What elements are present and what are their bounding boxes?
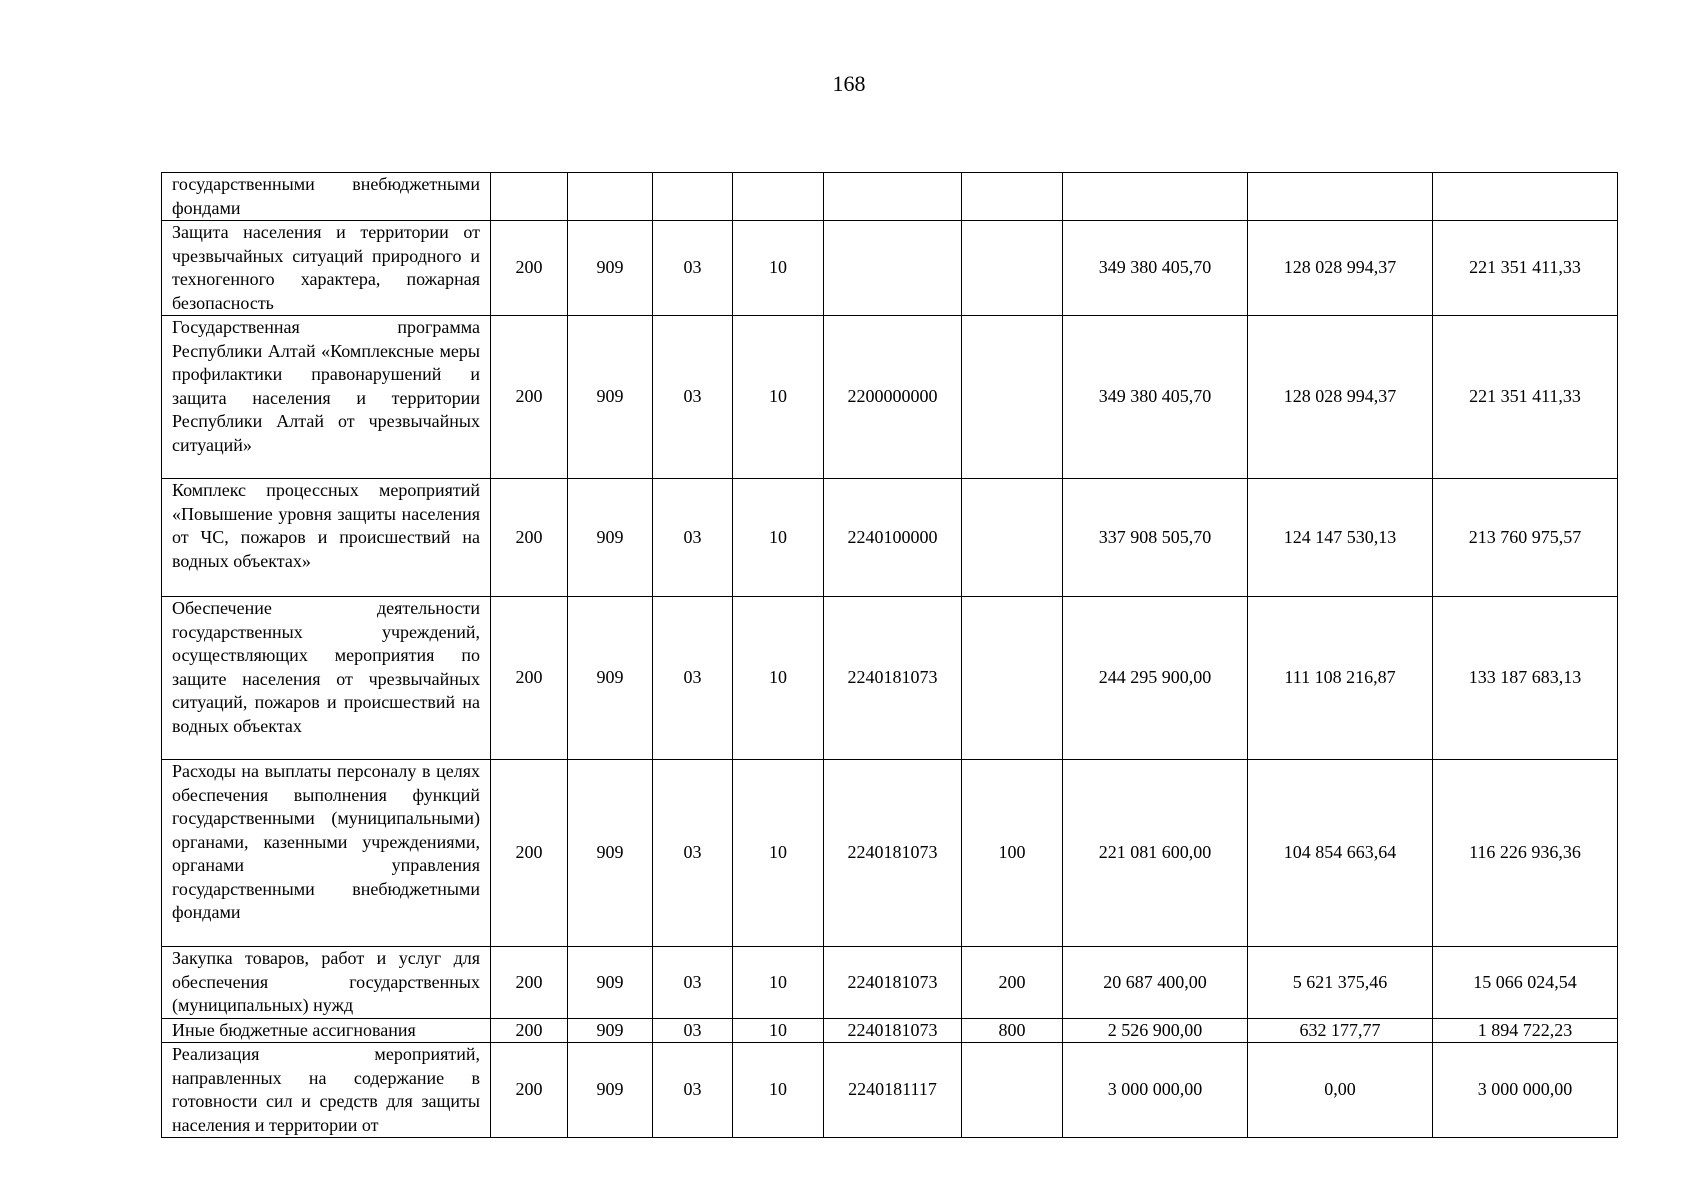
amount-remaining: 3 000 000,00 [1433, 1043, 1618, 1138]
table-row [162, 479, 1618, 597]
chapter-code: 03 [653, 316, 733, 479]
section-code [491, 173, 568, 221]
ministry-code: 909 [568, 597, 653, 760]
amount-executed: 632 177,77 [1248, 1018, 1433, 1043]
target-code [824, 221, 962, 316]
table-row [162, 316, 1618, 479]
table-row [162, 947, 1618, 1019]
amount-remaining: 116 226 936,36 [1433, 760, 1618, 947]
amount-remaining: 1 894 722,23 [1433, 1018, 1618, 1043]
amount-planned: 2 526 900,00 [1063, 1018, 1248, 1043]
amount-executed: 5 621 375,46 [1248, 947, 1433, 1019]
target-code: 2240181073 [824, 947, 962, 1019]
amount-remaining: 221 351 411,33 [1433, 221, 1618, 316]
subchapter-code [733, 173, 824, 221]
section-code: 200 [491, 760, 568, 947]
target-code: 2240100000 [824, 479, 962, 597]
table-row [162, 760, 1618, 947]
amount-planned: 349 380 405,70 [1063, 221, 1248, 316]
target-code: 2240181073 [824, 597, 962, 760]
target-code: 2240181117 [824, 1043, 962, 1138]
amount-planned: 337 908 505,70 [1063, 479, 1248, 597]
page-number: 168 [832, 71, 866, 96]
row-name: государственными внебюджетными фондами [162, 173, 491, 221]
amount-executed: 0,00 [1248, 1043, 1433, 1138]
amount-planned [1063, 173, 1248, 221]
amount-planned: 3 000 000,00 [1063, 1043, 1248, 1138]
section-code: 200 [491, 479, 568, 597]
subchapter-code: 10 [733, 479, 824, 597]
amount-planned: 349 380 405,70 [1063, 316, 1248, 479]
chapter-code [653, 173, 733, 221]
row-name: Комплекс процессных мероприятий «Повышение уровня защиты населения от ЧС, пожаров и происшествий на водных объектах» [162, 479, 491, 597]
section-code: 200 [491, 947, 568, 1019]
ministry-code: 909 [568, 479, 653, 597]
row-name: Расходы на выплаты персоналу в целях обеспечения выполнения функций государственными (муниципальными) органами, казенными учреждениями, органами управления государственными внебюджетными фондами [162, 760, 491, 947]
expense-type-code [962, 173, 1063, 221]
ministry-code: 909 [568, 1043, 653, 1138]
table-row [162, 173, 1618, 221]
amount-remaining: 213 760 975,57 [1433, 479, 1618, 597]
ministry-code [568, 173, 653, 221]
expense-type-code: 200 [962, 947, 1063, 1019]
chapter-code: 03 [653, 221, 733, 316]
chapter-code: 03 [653, 1043, 733, 1138]
subchapter-code: 10 [733, 947, 824, 1019]
budget-table [161, 172, 1618, 1138]
amount-planned: 244 295 900,00 [1063, 597, 1248, 760]
row-name: Закупка товаров, работ и услуг для обеспечения государственных (муниципальных) нужд [162, 947, 491, 1019]
subchapter-code: 10 [733, 1043, 824, 1138]
row-name: Защита населения и территории от чрезвычайных ситуаций природного и техногенного характера, пожарная безопасность [162, 221, 491, 316]
row-name: Иные бюджетные ассигнования [162, 1018, 491, 1043]
ministry-code: 909 [568, 221, 653, 316]
target-code: 2240181073 [824, 760, 962, 947]
expense-type-code [962, 479, 1063, 597]
amount-planned: 221 081 600,00 [1063, 760, 1248, 947]
amount-remaining: 15 066 024,54 [1433, 947, 1618, 1019]
section-code: 200 [491, 221, 568, 316]
expense-type-code [962, 221, 1063, 316]
row-name: Реализация мероприятий, направленных на содержание в готовности сил и средств для защиты населения и территории от [162, 1043, 491, 1138]
target-code: 2240181073 [824, 1018, 962, 1043]
amount-executed: 124 147 530,13 [1248, 479, 1433, 597]
table-body [162, 173, 1618, 1138]
target-code [824, 173, 962, 221]
ministry-code: 909 [568, 1018, 653, 1043]
section-code: 200 [491, 1043, 568, 1138]
row-name: Обеспечение деятельности государственных учреждений, осуществляющих мероприятия по защите населения от чрезвычайных ситуаций, пожаров и происшествий на водных объектах [162, 597, 491, 760]
amount-remaining: 221 351 411,33 [1433, 316, 1618, 479]
section-code: 200 [491, 1018, 568, 1043]
amount-remaining [1433, 173, 1618, 221]
amount-planned: 20 687 400,00 [1063, 947, 1248, 1019]
expense-type-code [962, 597, 1063, 760]
expense-type-code [962, 316, 1063, 479]
subchapter-code: 10 [733, 221, 824, 316]
section-code: 200 [491, 597, 568, 760]
ministry-code: 909 [568, 316, 653, 479]
amount-executed: 128 028 994,37 [1248, 316, 1433, 479]
expense-type-code [962, 1043, 1063, 1138]
chapter-code: 03 [653, 597, 733, 760]
amount-executed: 104 854 663,64 [1248, 760, 1433, 947]
chapter-code: 03 [653, 1018, 733, 1043]
subchapter-code: 10 [733, 597, 824, 760]
target-code: 2200000000 [824, 316, 962, 479]
table-row [162, 221, 1618, 316]
subchapter-code: 10 [733, 316, 824, 479]
ministry-code: 909 [568, 947, 653, 1019]
chapter-code: 03 [653, 760, 733, 947]
row-name: Государственная программа Республики Алтай «Комплексные меры профилактики правонарушений и защита населения и территории Республики Алтай от чрезвычайных ситуаций» [162, 316, 491, 479]
chapter-code: 03 [653, 947, 733, 1019]
amount-remaining: 133 187 683,13 [1433, 597, 1618, 760]
section-code: 200 [491, 316, 568, 479]
table-row [162, 597, 1618, 760]
amount-executed: 111 108 216,87 [1248, 597, 1433, 760]
chapter-code: 03 [653, 479, 733, 597]
amount-executed [1248, 173, 1433, 221]
subchapter-code: 10 [733, 760, 824, 947]
table-row [162, 1018, 1618, 1043]
amount-executed: 128 028 994,37 [1248, 221, 1433, 316]
ministry-code: 909 [568, 760, 653, 947]
table-row [162, 1043, 1618, 1138]
expense-type-code: 100 [962, 760, 1063, 947]
expense-type-code: 800 [962, 1018, 1063, 1043]
subchapter-code: 10 [733, 1018, 824, 1043]
